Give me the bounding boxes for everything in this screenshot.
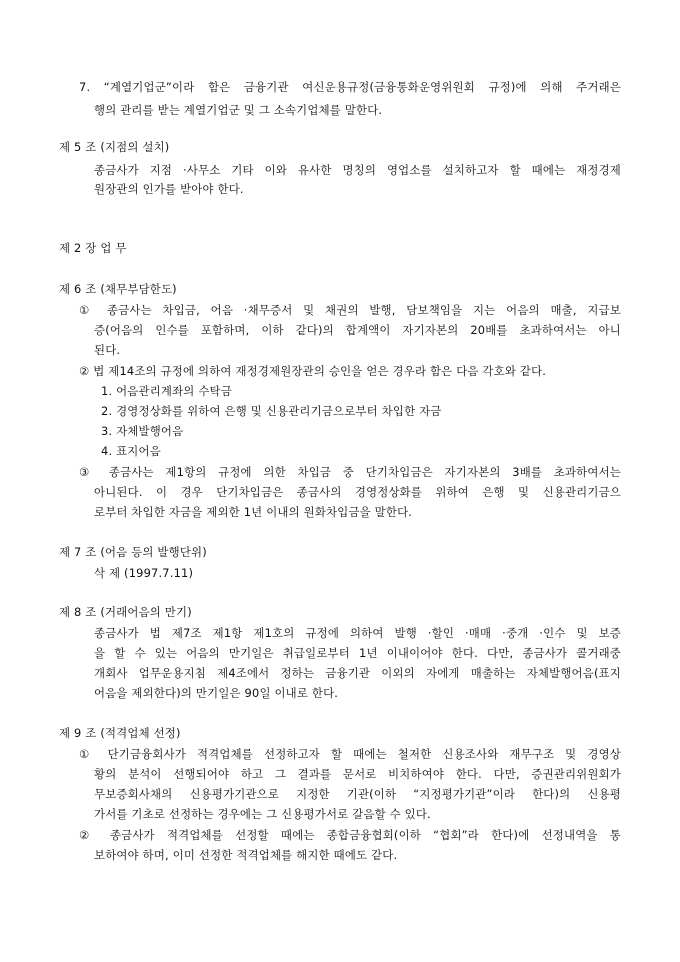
article-8-body-line-4: 어음을 제외한다)의 만기일은 90일 이내로 한다. bbox=[94, 686, 339, 700]
article-8-body-line-1: 종금사가 법 제7조 제1항 제1호의 규정에 의하여 발행 ·할인 ·매매 ·중개 ·인수 및 보증 bbox=[94, 626, 621, 640]
chapter-2-heading: 제 2 장 업 무 bbox=[59, 241, 127, 255]
article-7-heading: 제 7 조 (어음 등의 발행단위) bbox=[59, 545, 207, 559]
article-6-heading: 제 6 조 (채무부담한도) bbox=[59, 282, 177, 296]
article-6-para-2-item-1: 1. 어음관리계좌의 수탁금 bbox=[101, 384, 232, 398]
article-6-para-1-line-2: 증(어음의 인수를 포함하며, 이하 같다)의 합계액이 자기자본의 20배를 초과하여서는 아니 bbox=[94, 323, 621, 337]
article-8-body-line-3: 개회사 업무운용지침 제4조에서 정하는 금융기관 이외의 자에게 매출하는 자체발행어음(표지 bbox=[94, 666, 621, 680]
article-4-item-7-line-1: 7. “계열기업군”이라 함은 금융기관 여신운용규정(금융통화운영위원회 규정)에 의해 주거래은 bbox=[79, 80, 621, 94]
article-6-para-2: ② 법 제14조의 규정에 의하여 재정경제원장관의 승인을 얻은 경우라 함은 다음 각호와 같다. bbox=[79, 364, 547, 378]
article-5-body-line-2: 원장관의 인가를 받아야 한다. bbox=[94, 182, 244, 196]
article-9-para-2-line-1: ② 종금사가 적격업체를 선정할 때에는 종합금융협회(이하 “협회”라 한다)에 선정내역을 통 bbox=[79, 828, 621, 842]
article-9-para-1-line-2: 황의 분석이 선행되어야 하고 그 결과를 문서로 비치하여야 한다. 다만, 증권관리위원회가 bbox=[94, 767, 621, 781]
article-9-para-1-line-3: 무보증회사채의 신용평가기관으로 지정한 기관(이하 “지정평가기관”이라 한다)의 신용평 bbox=[94, 787, 621, 801]
article-6-para-3-line-2: 아니된다. 이 경우 단기차입금은 종금사의 경영정상화를 위하여 은행 및 신용관리기금으 bbox=[94, 485, 621, 499]
article-6-para-1-line-1: ① 종금사는 차입금, 어음 ·채무증서 및 채권의 발행, 담보책임을 지는 어음의 매출, 지급보 bbox=[79, 303, 621, 317]
article-4-item-7-line-2: 행의 관리를 받는 계열기업군 및 그 소속기업체를 말한다. bbox=[94, 103, 383, 117]
article-9-heading: 제 9 조 (적격업체 선정) bbox=[59, 726, 181, 740]
article-9-para-2-line-2: 보하여야 하며, 이미 선정한 적격업체를 해지한 때에도 같다. bbox=[94, 848, 398, 862]
article-6-para-1-line-3: 된다. bbox=[94, 343, 121, 357]
article-5-heading: 제 5 조 (지점의 설치) bbox=[59, 140, 170, 154]
article-7-body: 삭 제 (1997.7.11) bbox=[94, 566, 194, 580]
article-8-heading: 제 8 조 (거래어음의 만기) bbox=[59, 605, 192, 619]
article-9-para-1-line-1: ① 단기금융회사가 적격업체를 선정하고자 할 때에는 철저한 신용조사와 재무구조 및 경영상 bbox=[79, 747, 621, 761]
article-6-para-3-line-3: 로부터 차입한 자금을 제외한 1년 이내의 원화차입금을 말한다. bbox=[94, 505, 413, 519]
article-9-para-1-line-4: 가서를 기초로 선정하는 경우에는 그 신용평가서로 갈음할 수 있다. bbox=[94, 807, 431, 821]
article-6-para-2-item-2: 2. 경영정상화를 위하여 은행 및 신용관리기금으로부터 차입한 자금 bbox=[101, 404, 442, 418]
article-6-para-2-item-3: 3. 자체발행어음 bbox=[101, 424, 184, 438]
article-6-para-3-line-1: ③ 종금사는 제1항의 규정에 의한 차입금 중 단기차입금은 자기자본의 3배를 초과하여서는 bbox=[79, 465, 621, 479]
article-5-body-line-1: 종금사가 지점 ·사무소 기타 이와 유사한 명칭의 영업소를 설치하고자 할 때에는 재정경제 bbox=[94, 163, 621, 177]
article-8-body-line-2: 을 할 수 있는 어음의 만기일은 취급일로부터 1년 이내이어야 한다. 다만, 종금사가 콜거래중 bbox=[94, 646, 621, 660]
article-6-para-2-item-4: 4. 표지어음 bbox=[101, 444, 161, 458]
